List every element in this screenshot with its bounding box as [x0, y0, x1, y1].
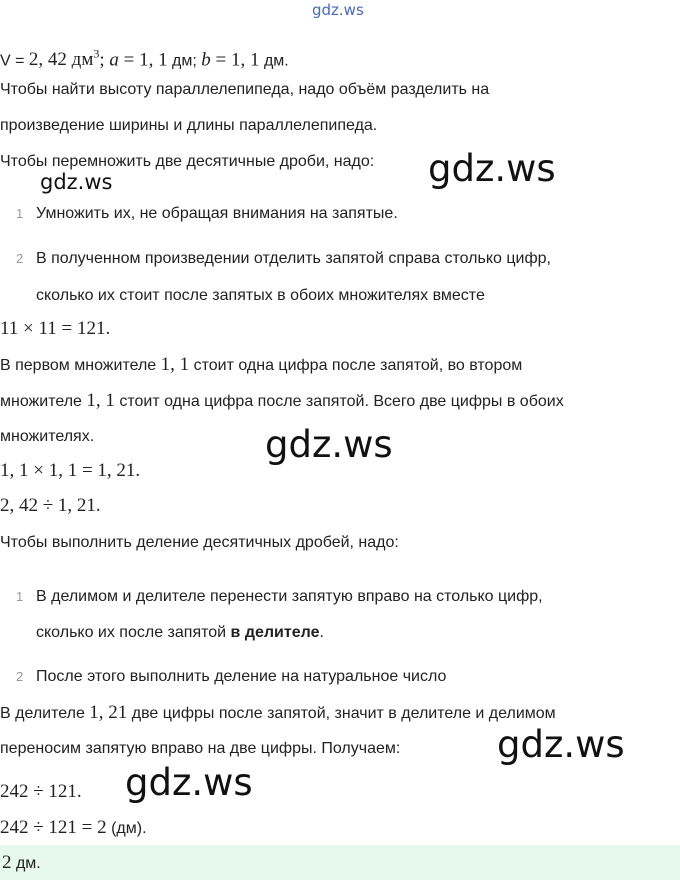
- var-b: b: [201, 49, 211, 71]
- explain1-line-3: множителях.: [0, 428, 95, 445]
- list-item: После этого выполнить деление на натуральное число: [36, 668, 447, 685]
- a-value: = 1, 1: [118, 49, 168, 71]
- explain1-line-2: множителе 1, 1 стоит одна цифра после запятой. Всего две цифры в обоих: [0, 390, 564, 411]
- watermark-large: gdz.ws: [497, 723, 625, 766]
- calc-line-4: 242 ÷ 121.: [0, 781, 82, 802]
- intro-line-2: произведение ширины и длины параллелепипеда.: [0, 117, 378, 134]
- list-item-number: 1: [16, 206, 24, 221]
- calc-line-5: 242 ÷ 121 = 2 (дм).: [0, 817, 147, 838]
- b-unit: дм.: [259, 52, 289, 70]
- list-item: сколько их после запятой в делителе.: [36, 624, 324, 641]
- calc-line-1: 11 × 11 = 121.: [0, 318, 111, 339]
- list-item-number: 1: [16, 589, 24, 604]
- answer-box: [0, 845, 680, 880]
- list-item: В полученном произведении отделить запятой справа столько цифр,: [36, 250, 551, 267]
- intro-line-3: Чтобы перемножить две десятичные дроби, надо:: [0, 153, 375, 170]
- b-value: = 1, 1: [210, 49, 260, 71]
- watermark-top: gdz.ws: [312, 1, 364, 19]
- volume-label: V =: [0, 52, 29, 70]
- list-item-number: 2: [16, 251, 24, 266]
- div-intro: Чтобы выполнить деление десятичных дробей, надо:: [0, 534, 399, 551]
- volume-value: 2, 42 $дм^3$: [28, 47, 100, 71]
- watermark-small: gdz.ws: [40, 170, 113, 194]
- given-line: [0, 44, 289, 71]
- a-unit: дм;: [167, 52, 202, 70]
- calc-line-3: 2, 42 ÷ 1, 21.: [0, 495, 101, 516]
- list-item: Умножить их, не обращая внимания на запятые.: [36, 205, 398, 222]
- intro-line-1: Чтобы найти высоту параллелепипеда, надо объём разделить на: [0, 81, 490, 98]
- explain1-line-1: В первом множителе 1, 1 стоит одна цифра после запятой, во втором: [0, 354, 523, 375]
- answer-text: 2 дм.: [2, 852, 41, 873]
- explain2-line-2: переносим запятую вправо на две цифры. Получаем:: [0, 740, 401, 757]
- watermark-large: gdz.ws: [125, 761, 253, 804]
- list-item-number: 2: [16, 669, 24, 684]
- list-item: сколько их стоит после запятых в обоих множителях вместе: [36, 287, 485, 304]
- explain2-line-1: В делителе 1, 21 две цифры после запятой, значит в делителе и делимом: [0, 702, 556, 723]
- list-item: В делимом и делителе перенести запятую вправо на столько цифр,: [36, 588, 543, 605]
- var-a: a: [109, 49, 119, 71]
- sep: ;: [99, 49, 110, 71]
- calc-line-2: 1, 1 × 1, 1 = 1, 21.: [0, 460, 141, 481]
- watermark-large: gdz.ws: [428, 147, 556, 190]
- watermark-large: gdz.ws: [265, 423, 393, 466]
